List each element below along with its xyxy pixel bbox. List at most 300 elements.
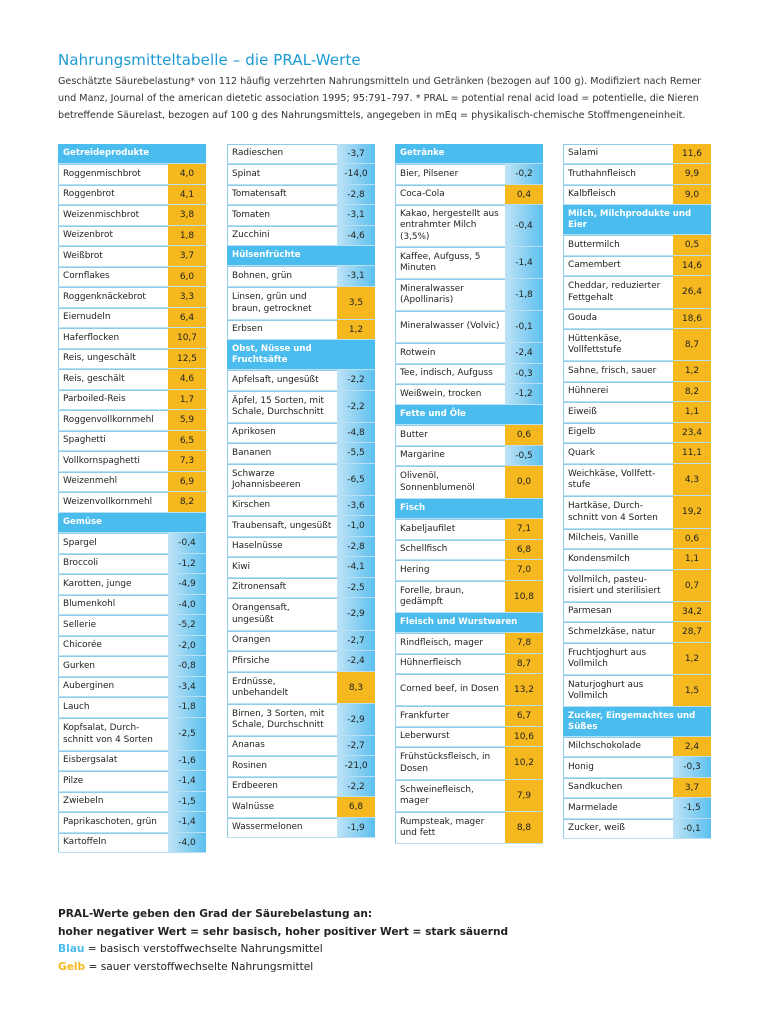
- legend-yellow-word: Gelb: [58, 960, 86, 973]
- food-name: Spinat: [227, 164, 337, 184]
- food-name: Kabeljaufilet: [395, 519, 505, 539]
- pral-value: -0,3: [505, 364, 543, 383]
- table-column-4: [563, 144, 711, 839]
- table-row: [58, 554, 206, 574]
- table-row: [395, 581, 543, 613]
- table-row: [563, 464, 711, 496]
- pral-value: -1,5: [673, 798, 711, 818]
- pral-value: -1,4: [505, 247, 543, 278]
- table-row: [227, 557, 375, 578]
- pral-value: -2,9: [337, 704, 375, 735]
- pral-value: -3,4: [168, 677, 206, 696]
- table-row: [395, 633, 543, 654]
- table-row: [58, 833, 206, 853]
- food-name: Hühnerei: [563, 382, 673, 401]
- food-name: Honig: [563, 757, 673, 777]
- pral-value: 0,0: [505, 466, 543, 498]
- food-name: Salami: [563, 144, 673, 163]
- category-header: Zucker, Eingemachtes und Süßes: [563, 707, 711, 737]
- table-row: [395, 812, 543, 844]
- food-name: Tee, indisch, Aufguss: [395, 364, 505, 383]
- food-name: Linsen, grün und braun, getrocknet: [227, 287, 337, 319]
- pral-value: 8,2: [673, 382, 711, 401]
- food-name: Schmelzkäse, natur: [563, 622, 673, 642]
- pral-value: -0,3: [673, 757, 711, 777]
- food-name: Tomatensaft: [227, 185, 337, 204]
- food-name: Haferflocken: [58, 328, 168, 348]
- pral-value: -0,2: [505, 164, 543, 184]
- legend-blue: [58, 941, 508, 959]
- table-row: [563, 144, 711, 164]
- food-name: Broccoli: [58, 554, 168, 573]
- table-row: [58, 349, 206, 369]
- table-row: [395, 540, 543, 560]
- food-name: Schweinefleisch, mager: [395, 780, 505, 811]
- food-name: Roggenmischbrot: [58, 164, 168, 184]
- food-name: Fruchtjoghurt aus Vollmilch: [563, 643, 673, 674]
- table-row: [395, 425, 543, 446]
- table-row: [227, 631, 375, 651]
- table-row: [395, 560, 543, 581]
- table-row: [563, 643, 711, 675]
- food-name: Kopfsalat, Durch-schnitt von 4 Sorten: [58, 718, 168, 750]
- pral-value: -0,4: [505, 205, 543, 246]
- table-row: [227, 266, 375, 287]
- table-row: [227, 672, 375, 704]
- food-name: Rosinen: [227, 756, 337, 776]
- pral-value: 14,6: [673, 256, 711, 275]
- food-name: Zucker, weiß: [563, 819, 673, 838]
- food-name: Wassermelonen: [227, 818, 337, 837]
- pral-value: -3,1: [337, 205, 375, 225]
- pral-value: -2,4: [505, 343, 543, 363]
- table-row: [563, 675, 711, 707]
- food-name: Eigelb: [563, 423, 673, 442]
- table-row: [227, 423, 375, 443]
- food-name: Kaffee, Aufguss, 5 Minuten: [395, 247, 505, 278]
- food-name: Sellerie: [58, 615, 168, 635]
- pral-value: -0,8: [168, 656, 206, 676]
- food-name: Spaghetti: [58, 431, 168, 450]
- table-row: [563, 276, 711, 309]
- table-row: [563, 309, 711, 329]
- pral-value: 10,2: [505, 747, 543, 779]
- pral-value: -4,9: [168, 574, 206, 594]
- pral-value: 3,7: [168, 246, 206, 266]
- table-row: [58, 287, 206, 308]
- table-row: [563, 549, 711, 570]
- food-name: Rumpsteak, mager und fett: [395, 812, 505, 843]
- table-row: [58, 718, 206, 751]
- table-row: [395, 674, 543, 706]
- pral-value: 6,4: [168, 308, 206, 327]
- pral-value: -3,7: [337, 144, 375, 163]
- pral-value: 1,2: [337, 320, 375, 339]
- table-row: [227, 777, 375, 797]
- table-row: [58, 615, 206, 636]
- food-name: Margarine: [395, 446, 505, 465]
- food-name: Haselnüsse: [227, 537, 337, 556]
- food-name: Roggenknäckebrot: [58, 287, 168, 307]
- pral-value: -1,2: [505, 384, 543, 404]
- food-name: Pilze: [58, 771, 168, 791]
- table-row: [563, 329, 711, 361]
- food-name: Weichkäse, Vollfett-stufe: [563, 464, 673, 495]
- table-row: [58, 533, 206, 554]
- pral-value: 9,0: [673, 185, 711, 204]
- table-row: [58, 697, 206, 718]
- food-name: Blumenkohl: [58, 595, 168, 614]
- table-row: [563, 798, 711, 819]
- food-name: Lauch: [58, 697, 168, 717]
- table-row: [58, 246, 206, 267]
- table-row: [58, 792, 206, 812]
- pral-value: 28,7: [673, 622, 711, 642]
- food-name: Radieschen: [227, 144, 337, 163]
- pral-value: 34,2: [673, 602, 711, 621]
- table-row: [58, 574, 206, 595]
- table-row: [227, 443, 375, 464]
- food-name: Karotten, junge: [58, 574, 168, 594]
- table-row: [395, 519, 543, 540]
- pral-value: -2,5: [337, 578, 375, 597]
- pral-value: 11,6: [673, 144, 711, 163]
- table-row: [227, 704, 375, 736]
- pral-value: 10,7: [168, 328, 206, 348]
- pral-value: 0,6: [505, 425, 543, 445]
- table-row: [227, 736, 375, 756]
- table-row: [227, 287, 375, 320]
- table-row: [227, 516, 375, 537]
- table-row: [227, 144, 375, 164]
- table-row: [563, 382, 711, 402]
- food-name: Aprikosen: [227, 423, 337, 442]
- food-name: Pfirsiche: [227, 651, 337, 671]
- pral-value: 8,3: [337, 672, 375, 703]
- food-name: Erbsen: [227, 320, 337, 339]
- food-name: Reis, ungeschält: [58, 349, 168, 368]
- pral-value: -2,8: [337, 185, 375, 204]
- table-row: [227, 756, 375, 777]
- pral-value: -0,5: [505, 446, 543, 465]
- table-row: [395, 364, 543, 384]
- food-name: Sandkuchen: [563, 778, 673, 797]
- legend: [58, 906, 508, 976]
- food-name: Zucchini: [227, 226, 337, 245]
- pral-value: -5,5: [337, 443, 375, 463]
- table-row: [563, 443, 711, 464]
- food-name: Mineralwasser (Apollinaris): [395, 279, 505, 310]
- pral-value: 1,2: [673, 361, 711, 381]
- food-name: Eiernudeln: [58, 308, 168, 327]
- food-name: Vollmilch, pasteu-risiert und sterilisiert: [563, 570, 673, 601]
- pral-value: 7,9: [505, 780, 543, 811]
- table-row: [58, 410, 206, 431]
- table-row: [58, 328, 206, 349]
- food-name: Roggenvollkornmehl: [58, 410, 168, 430]
- food-name: Apfelsaft, ungesüßt: [227, 370, 337, 390]
- food-name: Quark: [563, 443, 673, 463]
- food-name: Olivenöl, Sonnenblumenöl: [395, 466, 505, 498]
- food-name: Erdbeeren: [227, 777, 337, 796]
- pral-value: 7,1: [505, 519, 543, 539]
- food-name: Kakao, hergestellt aus entrahmter Milch (3,5%): [395, 205, 505, 246]
- pral-value: 26,4: [673, 276, 711, 308]
- food-name: Forelle, braun, gedämpft: [395, 581, 505, 612]
- food-name: Frankfurter: [395, 706, 505, 726]
- table-row: [395, 247, 543, 279]
- pral-value: 6,0: [168, 267, 206, 286]
- pral-value: -1,4: [168, 812, 206, 832]
- table-row: [227, 226, 375, 246]
- food-name: Spargel: [58, 533, 168, 553]
- food-name: Weizenmischbrot: [58, 205, 168, 225]
- pral-value: 0,4: [505, 185, 543, 204]
- pral-value: -4,0: [168, 833, 206, 852]
- pral-value: -1,2: [168, 554, 206, 573]
- table-row: [227, 185, 375, 205]
- pral-value: -2,5: [168, 718, 206, 750]
- table-row: [563, 164, 711, 185]
- pral-value: 19,2: [673, 496, 711, 528]
- food-name: Traubensaft, ungesüßt: [227, 516, 337, 536]
- pral-value: 4,6: [168, 369, 206, 389]
- table-column-3: [395, 144, 543, 844]
- pral-value: 3,5: [337, 287, 375, 319]
- table-row: [563, 778, 711, 798]
- table-row: [395, 747, 543, 780]
- food-name: Parboiled-Reis: [58, 390, 168, 409]
- food-name: Kiwi: [227, 557, 337, 577]
- pral-value: 1,2: [673, 643, 711, 674]
- table-row: [227, 797, 375, 818]
- legend-line-1: PRAL-Werte geben den Grad der Säurebelastung an:: [58, 908, 373, 920]
- food-name: Tomaten: [227, 205, 337, 225]
- pral-value: -0,1: [673, 819, 711, 838]
- food-name: Parmesan: [563, 602, 673, 621]
- table-row: [58, 185, 206, 205]
- table-row: [58, 771, 206, 792]
- pral-value: -14,0: [337, 164, 375, 184]
- pral-value: -4,1: [337, 557, 375, 577]
- food-name: Vollkornspaghetti: [58, 451, 168, 471]
- category-header: Obst, Nüsse und Fruchtsäfte: [227, 340, 375, 370]
- table-row: [395, 279, 543, 311]
- pral-value: -1,4: [168, 771, 206, 791]
- legend-blue-word: Blau: [58, 943, 85, 955]
- food-name: Eisbergsalat: [58, 751, 168, 770]
- page-title: Nahrungsmitteltabelle – die PRAL-Werte: [58, 51, 361, 69]
- table-row: [227, 818, 375, 838]
- table-row: [227, 164, 375, 185]
- table-row: [58, 226, 206, 246]
- pral-value: -2,7: [337, 631, 375, 650]
- food-name: Gouda: [563, 309, 673, 328]
- table-row: [395, 780, 543, 812]
- food-name: Äpfel, 15 Sorten, mit Schale, Durchschnitt: [227, 391, 337, 422]
- table-row: [395, 311, 543, 343]
- pral-value: 10,6: [505, 727, 543, 746]
- food-name: Schwarze Johannisbeeren: [227, 464, 337, 495]
- food-name: Milchschokolade: [563, 737, 673, 756]
- pral-value: 2,4: [673, 737, 711, 756]
- pral-value: -4,8: [337, 423, 375, 442]
- food-name: Butter: [395, 425, 505, 445]
- food-name: Mineralwasser (Volvic): [395, 311, 505, 342]
- table-row: [227, 598, 375, 631]
- table-row: [58, 308, 206, 328]
- intro-text: Geschätzte Säurebelastung* von 112 häufig verzehrten Nahrungsmitteln und Getränken (bezogen auf 100 g). Modifiziert nach Remer und Manz, Journal of the american dietetic association 1995; 95:791–797. * PRAL = potential renal acid load = potentielle, die Nieren betreffende Säurelast, bezogen auf 100 g des Nahrungsmittels, angegeben in mEq = physikalisch-chemische Stoffmengeneinheit.: [58, 76, 702, 121]
- pral-value: -0,4: [168, 533, 206, 553]
- food-name: Paprikaschoten, grün: [58, 812, 168, 832]
- table-row: [395, 205, 543, 247]
- food-name: Corned beef, in Dosen: [395, 674, 505, 705]
- pral-value: -1,5: [168, 792, 206, 811]
- food-name: Auberginen: [58, 677, 168, 696]
- food-name: Naturjoghurt aus Vollmilch: [563, 675, 673, 706]
- table-row: [563, 496, 711, 529]
- table-row: [395, 384, 543, 405]
- category-header: Gemüse: [58, 513, 206, 533]
- pral-value: -2,4: [337, 651, 375, 671]
- food-name: Bier, Pilsener: [395, 164, 505, 184]
- pral-value: 7,8: [505, 633, 543, 653]
- food-name: Rindfleisch, mager: [395, 633, 505, 653]
- table-row: [58, 390, 206, 410]
- table-column-2: [227, 144, 375, 838]
- table-row: [227, 578, 375, 598]
- food-name: Sahne, frisch, sauer: [563, 361, 673, 381]
- pral-value: 6,8: [505, 540, 543, 559]
- food-name: Hühnerfleisch: [395, 654, 505, 673]
- food-name: Kartoffeln: [58, 833, 168, 852]
- table-row: [563, 361, 711, 382]
- table-row: [58, 472, 206, 492]
- pral-value: -5,2: [168, 615, 206, 635]
- table-row: [58, 164, 206, 185]
- table-row: [58, 492, 206, 513]
- pral-value: -1,6: [168, 751, 206, 770]
- table-row: [58, 812, 206, 833]
- table-row: [227, 537, 375, 557]
- table-row: [395, 466, 543, 499]
- food-name: Chicorée: [58, 636, 168, 655]
- food-name: Cheddar, reduzierter Fettgehalt: [563, 276, 673, 308]
- pral-value: 11,1: [673, 443, 711, 463]
- table-row: [563, 570, 711, 602]
- table-row: [563, 402, 711, 423]
- table-row: [395, 727, 543, 747]
- table-row: [227, 651, 375, 672]
- pral-value: -3,1: [337, 266, 375, 286]
- food-name: Roggenbrot: [58, 185, 168, 204]
- food-name: Hering: [395, 560, 505, 580]
- pral-value: -2,2: [337, 391, 375, 422]
- table-row: [563, 757, 711, 778]
- food-name: Buttermilch: [563, 235, 673, 255]
- pral-value: 6,9: [168, 472, 206, 491]
- pral-value: 7,0: [505, 560, 543, 580]
- table-row: [227, 205, 375, 226]
- table-row: [58, 369, 206, 390]
- category-header: Hülsenfrüchte: [227, 246, 375, 266]
- pral-value: 12,5: [168, 349, 206, 368]
- pral-value: 5,9: [168, 410, 206, 430]
- food-name: Birnen, 3 Sorten, mit Schale, Durchschnitt: [227, 704, 337, 735]
- table-row: [58, 595, 206, 615]
- table-row: [563, 819, 711, 839]
- food-name: Hüttenkäse, Vollfettstufe: [563, 329, 673, 360]
- food-name: Eiweiß: [563, 402, 673, 422]
- table-row: [395, 185, 543, 205]
- table-row: [227, 496, 375, 516]
- food-name: Zwiebeln: [58, 792, 168, 811]
- food-name: Erdnüsse, unbehandelt: [227, 672, 337, 703]
- pral-value: -4,0: [168, 595, 206, 614]
- category-header: Fisch: [395, 499, 543, 519]
- food-name: Bananen: [227, 443, 337, 463]
- pral-value: 8,2: [168, 492, 206, 512]
- pral-value: 0,6: [673, 529, 711, 548]
- food-name: Frühstücksfleisch, in Dosen: [395, 747, 505, 779]
- food-name: Truthahnfleisch: [563, 164, 673, 184]
- table-row: [395, 654, 543, 674]
- pral-value: -2,2: [337, 777, 375, 796]
- pral-value: 0,7: [673, 570, 711, 601]
- pral-value: -2,0: [168, 636, 206, 655]
- food-name: Kalbfleisch: [563, 185, 673, 204]
- pral-value: 4,0: [168, 164, 206, 184]
- pral-value: 13,2: [505, 674, 543, 705]
- table-row: [227, 320, 375, 340]
- pral-value: 3,7: [673, 778, 711, 797]
- pral-value: 1,1: [673, 402, 711, 422]
- table-row: [563, 423, 711, 443]
- pral-value: 1,7: [168, 390, 206, 409]
- pral-value: 7,3: [168, 451, 206, 471]
- food-name: Orangen: [227, 631, 337, 650]
- food-name: Milcheis, Vanille: [563, 529, 673, 548]
- table-row: [395, 343, 543, 364]
- table-row: [227, 370, 375, 391]
- category-header: Getränke: [395, 144, 543, 164]
- pral-value: 10,8: [505, 581, 543, 612]
- category-header: Fette und Öle: [395, 405, 543, 425]
- food-name: Schellfisch: [395, 540, 505, 559]
- food-name: Leberwurst: [395, 727, 505, 746]
- pral-value: 3,3: [168, 287, 206, 307]
- legend-yellow-text: = sauer verstoffwechselte Nahrungsmittel: [85, 960, 314, 973]
- food-name: Kondensmilch: [563, 549, 673, 569]
- food-name: Weißwein, trocken: [395, 384, 505, 404]
- table-row: [58, 205, 206, 226]
- pral-value: 4,3: [673, 464, 711, 495]
- food-name: Camembert: [563, 256, 673, 275]
- table-row: [563, 737, 711, 757]
- pral-value: -6,5: [337, 464, 375, 495]
- table-row: [58, 677, 206, 697]
- food-name: Reis, geschält: [58, 369, 168, 389]
- pral-value: -2,9: [337, 598, 375, 630]
- pral-value: 0,5: [673, 235, 711, 255]
- pral-value: 8,7: [505, 654, 543, 673]
- pral-value: -1,8: [505, 279, 543, 310]
- table-row: [395, 706, 543, 727]
- pral-value: -1,0: [337, 516, 375, 536]
- food-name: Gurken: [58, 656, 168, 676]
- legend-line-2: hoher negativer Wert = sehr basisch, hoher positiver Wert = stark säuernd: [58, 925, 509, 938]
- category-header: Milch, Milchprodukte und Eier: [563, 205, 711, 235]
